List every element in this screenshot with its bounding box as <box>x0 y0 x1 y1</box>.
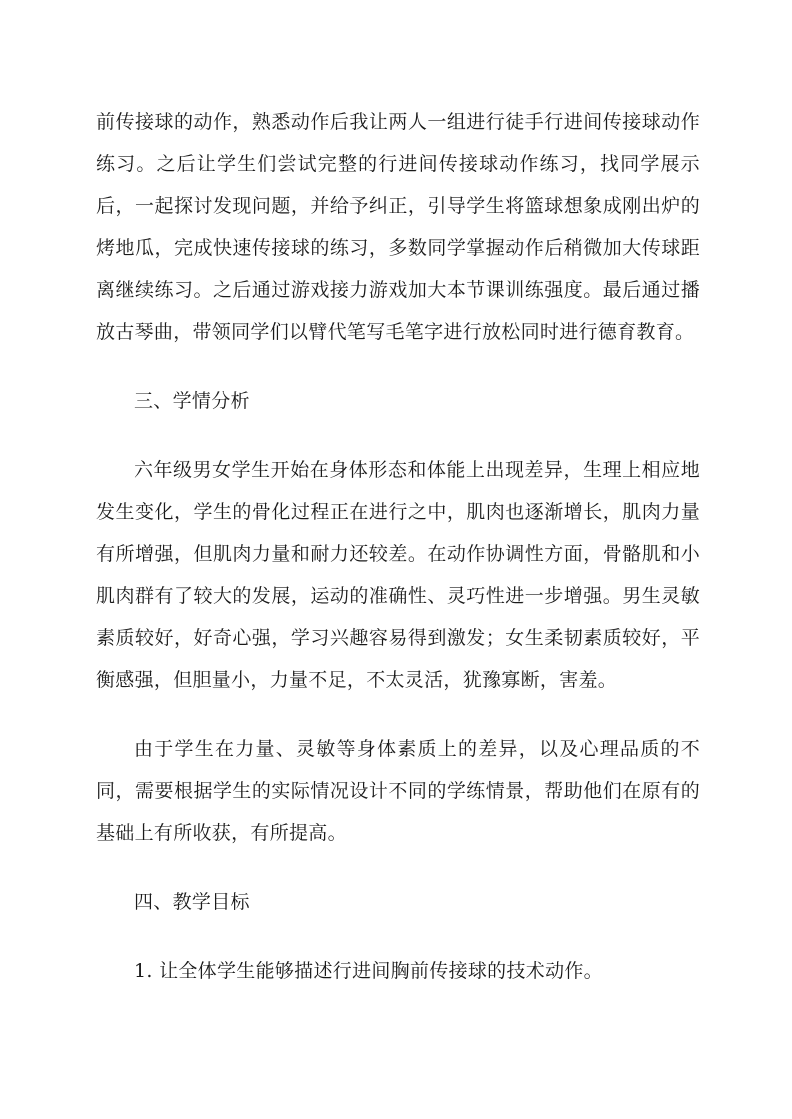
paragraph-spacer <box>96 923 700 950</box>
paragraph-teaching-process: 前传接球的动作，熟悉动作后我让两人一组进行徒手行进间传接球动作练习。之后让学生们尝试完整的行进间传接球动作练习，找同学展示后，一起探讨发现问题，并给予纠正，引导学生将篮球想象成刚出炉的烤地瓜，完成快速传接球的练习，多数同学掌握动作后稍微加大传球距离继续练习。之后通过游戏接力游戏加大本节课训练强度。最后通过播放古琴曲，带领同学们以臂代笔写毛笔字进行放松同时进行德育教育。 <box>96 111 700 343</box>
paragraph-spacer <box>96 701 700 728</box>
goal-item-1: 1. 让全体学生能够描述行进间胸前传接球的技术动作。 <box>134 960 603 982</box>
paragraph-spacer <box>96 353 700 380</box>
section-heading-teaching-goals: 四、教学目标 <box>134 891 250 913</box>
document-body <box>96 101 700 992</box>
paragraph-student-differences: 由于学生在力量、灵敏等身体素质上的差异，以及心理品质的不同，需要根据学生的实际情况设计不同的学练情景，帮助他们在原有的基础上有所收获，有所提高。 <box>96 738 700 844</box>
section-heading-student-analysis: 三、学情分析 <box>134 390 250 412</box>
paragraph-spacer <box>96 422 700 449</box>
paragraph-student-analysis: 六年级男女学生开始在身体形态和体能上出现差异，生理上相应地发生变化，学生的骨化过程正在进行之中，肌肉也逐渐增长，肌肉力量有所增强，但肌肉力量和耐力还较差。在动作协调性方面，骨骼肌和小肌肉群有了较大的发展，运动的准确性、灵巧性进一步增强。男生灵敏素质较好，好奇心强，学习兴趣容易得到激发；女生柔韧素质较好，平衡感强，但胆量小，力量不足，不太灵活，犹豫寡断，害羞。 <box>96 459 700 691</box>
paragraph-spacer <box>96 854 700 881</box>
